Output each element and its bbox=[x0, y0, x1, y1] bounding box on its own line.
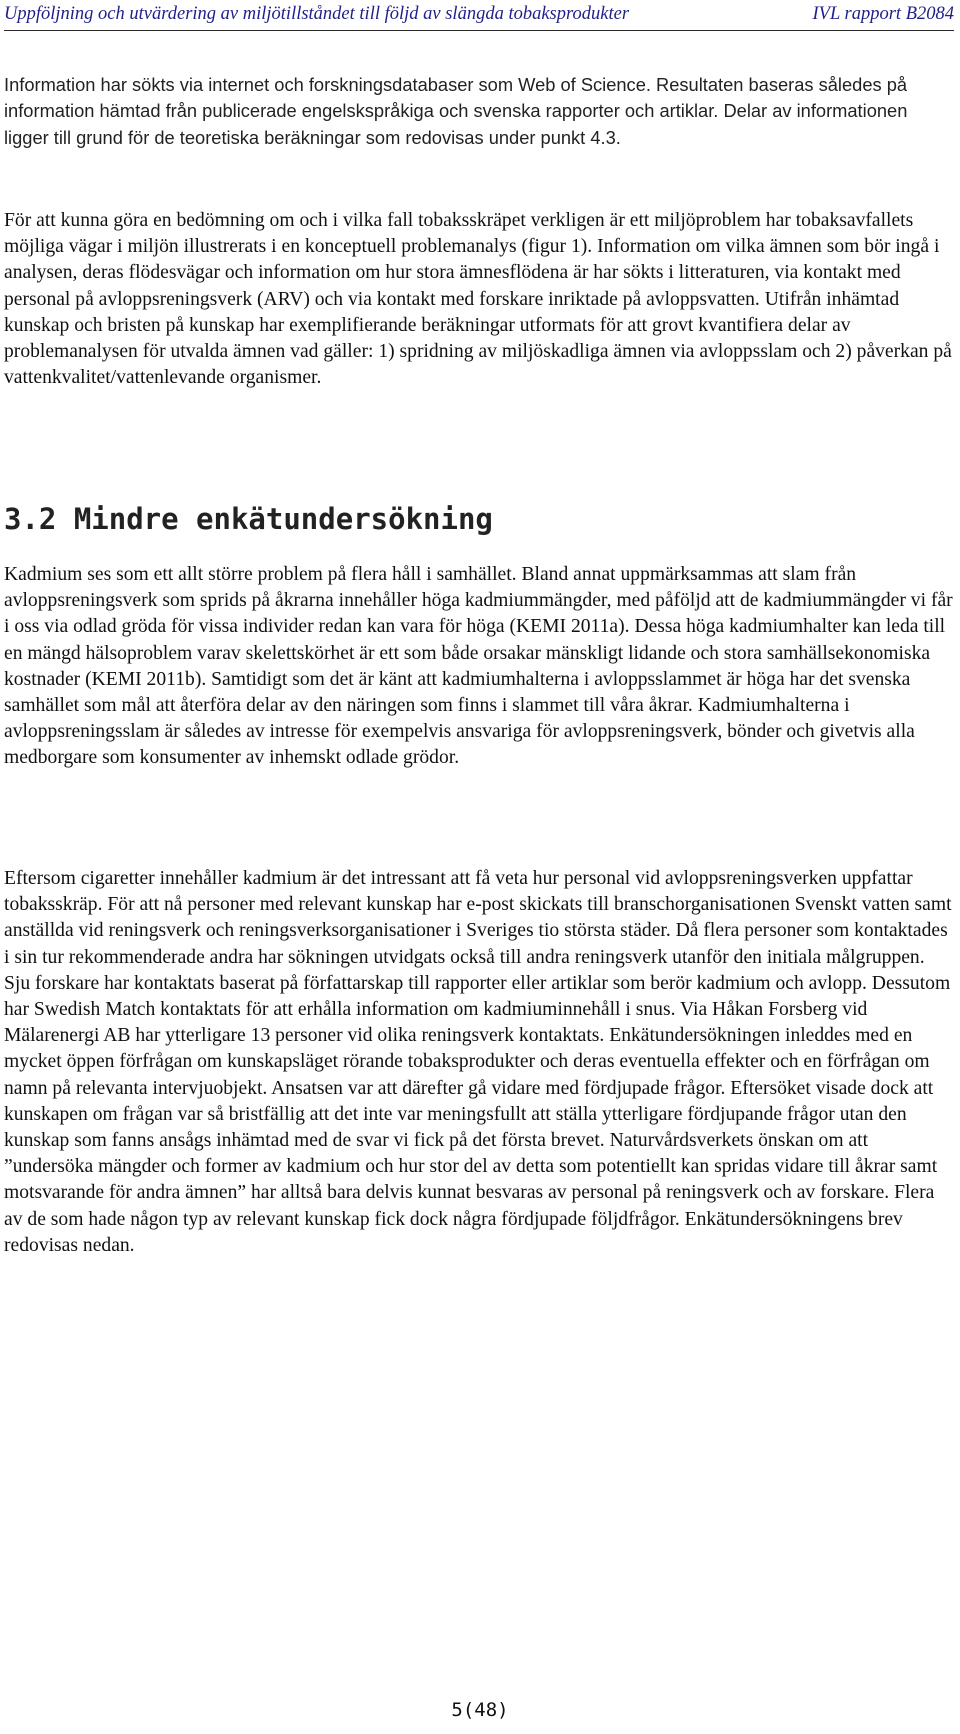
paragraph-cadmium: Kadmium ses som ett allt större problem på flera håll i samhället. Bland annat uppmärksammas att slam från avloppsreningsverk som sprids på åkrarna innehåller höga kadmiummängder, med påföljd att de kadmiummängder vi får i oss via odlad gröda för vissa individer redan kan vara för höga (KEMI 2011a). Dessa höga kadmiumhalter kan leda till en mängd hälsoproblem varav skelettskörhet är ett som både orsakar mänskligt lidande och stora samhällsekonomiska kostnader (KEMI 2011b). Samtidigt som det är känt att kadmiumhalterna i avloppsslammet är höga har det svenska samhället som mål att återföra delar av den näringen som finns i slammet till våra åkrar. Kadmiumhalterna i avloppsreningsslam är således av intresse för exempelvis ansvariga för avloppsreningsverk, bönder och givetvis alla medborgare som konsumenter av inhemskt odlade grödor. bbox=[4, 564, 953, 769]
page-number: 5(48) bbox=[451, 1699, 509, 1721]
paragraph-sources: Information har sökts via internet och forskningsdatabaser som Web of Science. Resultaten baseras således på information hämtad från publicerade engelskspråkiga och svenska rapporter och artiklar. Delar av informationen ligger till grund för de teoretiska beräkningar som redovisas under punkt 4.3. bbox=[4, 74, 908, 148]
header-title: Uppföljning och utvärdering av miljötillståndet till följd av slängda tobaksprodukter bbox=[4, 4, 630, 24]
section-heading: 3.2 Mindre enkätundersökning bbox=[4, 502, 493, 536]
paragraph-survey: Eftersom cigaretter innehåller kadmium är det intressant att få veta hur personal vid avloppsreningsverken uppfattar tobaksskräp. För att nå personer med relevant kunskap har e-post skickats till branschorganisationen Svenskt vatten samt anställda vid reningsverk och reningsverksorganisationer i Sveriges tio största städer. Då flera personer som kontaktades i sin tur rekommenderade andra har sökningen utvidgats också till andra reningsverk utanför den initiala målgruppen. Sju forskare har kontaktats baserat på författarskap till rapporter eller artiklar som berör kadmium och avlopp. Dessutom har Swedish Match kontaktats för att erhålla information om kadmiuminnehåll i snus. Via Håkan Forsberg vid Mälarenergi AB har ytterligare 13 personer vid olika reningsverk kontaktats. Enkätundersökningen inleddes med en mycket öppen förfrågan om kunskapsläget rörande tobaksprodukter och deras eventuella effekter och en förfrågan om namn på relevanta intervjuobjekt. Ansatsen var att därefter gå vidare med fördjupade frågor. Eftersöket visade dock att kunskapen om frågan var så bristfällig att det inte var meningsfullt att ställa ytterligare fördjupande frågor utan den kunskap som fanns ansågs inhämtad med de svar vi fick på det första brevet. Naturvårdsverkets önskan om att ”undersöka mängder och former av kadmium och hur stor del av detta som potentiellt kan spridas vidare till åkrar samt motsvarande för andra ämnen” har alltså bara delvis kunnat besvaras av personal på reningsverk och av forskare. Flera av de som hade någon typ av relevant kunskap fick dock några fördjupade följdfrågor. Enkätundersökningens brev redovisas nedan. bbox=[4, 868, 952, 1256]
page-header bbox=[4, 0, 954, 30]
header-report-number: IVL rapport B2084 bbox=[812, 4, 954, 24]
paragraph-problem-analysis: För att kunna göra en bedömning om och i vilka fall tobaksskräpet verkligen är ett miljöproblem har tobaksavfallets möjliga vägar i miljön illustrerats i en konceptuell problemanalys (figur 1). Information om vilka ämnen som bör ingå i analysen, deras flödesvägar och information om hur stora ämnesflödena är har sökts i litteraturen, via kontakt med personal på avloppsreningsverk (ARV) och via kontakt med forskare inriktade på avloppsvatten. Utifrån inhämtad kunskap och bristen på kunskap har exemplifierande beräkningar utformats för att grovt kvantifiera delar av problemanalysen för utvalda ämnen vad gäller: 1) spridning av miljöskadliga ämnen via avloppsslam och 2) påverkan på vattenkvalitet/vattenlevande organismer. bbox=[4, 210, 952, 389]
header-divider bbox=[4, 30, 954, 31]
